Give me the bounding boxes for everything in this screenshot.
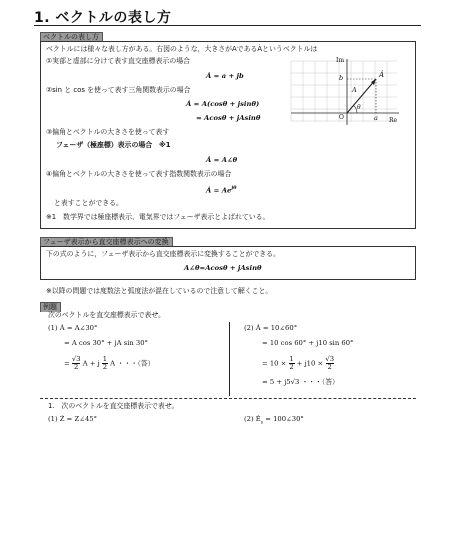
item-phasor-sub: フェーザ（極座標）表示の場合 ※1	[56, 141, 171, 149]
b-label: b	[339, 74, 344, 82]
example-right-step2: = $10 \times \frac{1}{2} + j10 \times \frac{√3}{2}$	[262, 355, 335, 371]
item-phasor: ③偏角とベクトルの大きさを使って表す	[46, 128, 170, 136]
example-right-q: (2) Ȧ = 10∠60°	[244, 324, 298, 332]
example-left-step1: = A cos 30° + jA sin 30°	[64, 339, 148, 347]
angle-note: ※以降の問題では度数法と弧度法が混在しているので注意して解くこと。	[46, 287, 273, 295]
example-left-step2: = $\frac{√3}{2}$ A + j $\frac{1}{2}$ A ・・・（答）	[64, 355, 155, 371]
eq-trig-a: Ȧ = A(cosθ + jsinθ)	[186, 100, 260, 108]
a-label: a	[374, 114, 378, 122]
example-left-q: (1) Ȧ = A∠30°	[48, 324, 98, 332]
axis-im-label: Im	[336, 57, 345, 64]
vector-arrow	[347, 79, 376, 113]
vector-label: Ȧ	[379, 71, 385, 79]
axis-re-label: Re	[389, 117, 398, 124]
title-underline	[34, 25, 421, 26]
example-right-step1: = 10 cos 60° + j10 sin 60°	[262, 339, 354, 347]
conversion-text: 下の式のように，フェーザ表示から直交座標表示に変換することができる。	[46, 250, 280, 258]
eq-trig-b: = Acosθ + jAsinθ	[196, 114, 261, 122]
theta-label: θ	[357, 104, 361, 111]
example-header: 例題	[40, 302, 61, 312]
example-divider	[229, 322, 230, 396]
eq-rectangular: Ȧ = a + jb	[206, 72, 244, 80]
intro-text: ベクトルには様々な表し方がある。右図のような，大きさがAであるȦというベクトルは	[46, 45, 318, 53]
page-title: 1. ベクトルの表し方	[34, 10, 172, 26]
example-prompt: 次のベクトルを直交座標表示で表せ。	[48, 311, 165, 319]
footnote-1: ※1 数学界では極座標表示、電気界ではフェーザ表示とよばれている。	[46, 213, 270, 221]
vector-diagram	[285, 55, 403, 137]
eq-exponential: Ȧ = $Ae^{j\theta}$	[206, 185, 237, 195]
exercise-item-1: (1) Ż = Z∠45°	[48, 415, 97, 423]
example-right-step3: = 5 + j5√3 ・・・（答）	[262, 378, 339, 386]
exercise-item-2: (2) $Ė_s$ = 100∠30°	[244, 415, 304, 426]
example-dashed-rule	[40, 398, 416, 399]
eq-phasor: Ȧ = A∠θ	[206, 156, 238, 164]
origin-label: O	[339, 114, 344, 121]
item-exponential: ④偏角とベクトルの大きさを使って表す指数関数表示の場合	[46, 170, 232, 178]
section-header-representation: ベクトルの表し方	[40, 32, 103, 42]
item-rectangular: ①実部と虚部に分けて表す直交座標表示の場合	[46, 57, 190, 65]
magnitude-label: A	[352, 86, 357, 94]
exercise-question: 1. 次のベクトルを直交座標表示で表せ。	[48, 402, 179, 410]
conversion-formula: A∠θ=Acosθ + jAsinθ	[184, 264, 262, 272]
item-trig: ②sin と cos を使って表す三角関数表示の場合	[46, 86, 191, 94]
section-header-conversion: フェーザ表示から直交座標表示への変換	[40, 237, 173, 247]
closing-text: と表すことができる。	[54, 199, 123, 207]
